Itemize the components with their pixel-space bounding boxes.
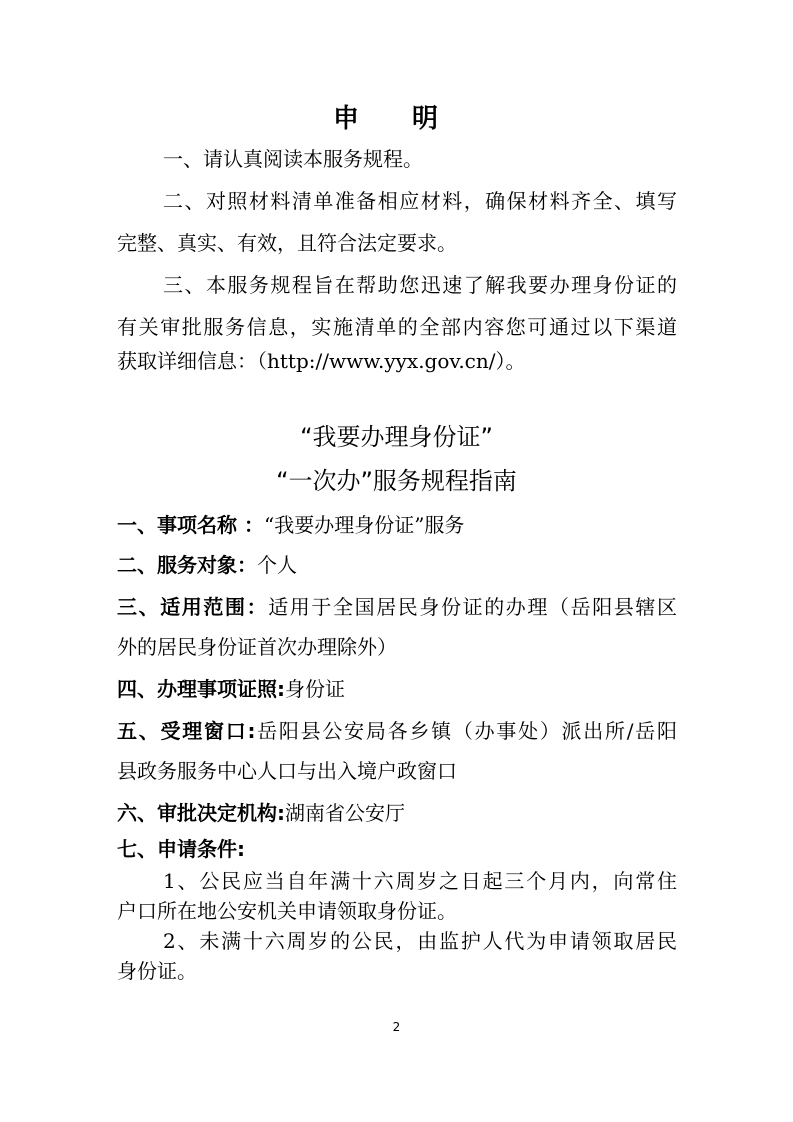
guide-item-label: 六、审批决定机构: [117, 801, 285, 825]
guide-item-value: “我要办理身份证”服务 [263, 513, 465, 537]
statement-paragraph-3-line-3: 获取详细信息：（http://www.yyx.gov.cn/）。 [117, 349, 526, 373]
guide-item-label: 二、服务对象： [117, 553, 257, 577]
guide-item-label: 七、申请条件: [117, 837, 245, 861]
condition-1-line-1: 1、公民应当自年满十六周岁之日起三个月内，向常住 [163, 869, 677, 893]
guide-item-application-conditions [117, 836, 677, 862]
guide-item-acceptance-window [117, 718, 677, 744]
condition-1-line-2: 户口所在地公安机关申请领取身份证。 [117, 899, 457, 923]
guide-item-approval-authority [117, 800, 677, 826]
guide-title-line-2: “一次办”服务规程指南 [276, 467, 517, 495]
statement-paragraph-2-line-2: 完整、真实、有效，且符合法定要求。 [117, 231, 457, 255]
statement-paragraph-3-line-2: 有关审批服务信息，实施清单的全部内容您可通过以下渠道 [117, 315, 677, 339]
guide-item-label: 四、办理事项证照: [117, 677, 285, 701]
guide-item-value: 个人 [257, 553, 297, 577]
guide-item-certificate [117, 676, 677, 702]
guide-item-value: 身份证 [285, 677, 345, 701]
guide-item-scope-continued: 外的居民身份证首次办理除外） [117, 635, 397, 659]
guide-item-value: 湖南省公安厅 [285, 801, 405, 825]
guide-item-label: 一、事项名称 ： [117, 513, 264, 537]
statement-paragraph-2-line-1: 二、对照材料清单准备相应材料，确保材料齐全、填写 [163, 189, 677, 213]
guide-item-service-name [117, 512, 677, 538]
page-number: 2 [392, 1020, 401, 1034]
guide-item-label: 三、适用范围： [117, 595, 269, 619]
statement-title: 申 明 [332, 104, 461, 134]
condition-2-line-1: 2、未满十六周岁的公民，由监护人代为申请领取居民 [163, 929, 677, 953]
guide-item-service-target [117, 552, 677, 578]
guide-item-value: 岳阳县公安局各乡镇（办事处）派出所/岳阳 [255, 719, 677, 743]
guide-item-value: 适用于全国居民身份证的办理（岳阳县辖区 [268, 595, 678, 619]
statement-paragraph-1: 一、请认真阅读本服务规程。 [163, 147, 423, 171]
guide-item-label: 五、受理窗口: [117, 719, 256, 743]
guide-item-scope [117, 594, 677, 620]
guide-title-line-1: “我要办理身份证” [300, 423, 493, 451]
condition-2-line-2: 身份证。 [117, 959, 197, 983]
guide-item-acceptance-window-continued: 县政务服务中心人口与出入境户政窗口 [117, 759, 457, 783]
statement-paragraph-3-line-1: 三、本服务规程旨在帮助您迅速了解我要办理身份证的 [163, 273, 677, 297]
